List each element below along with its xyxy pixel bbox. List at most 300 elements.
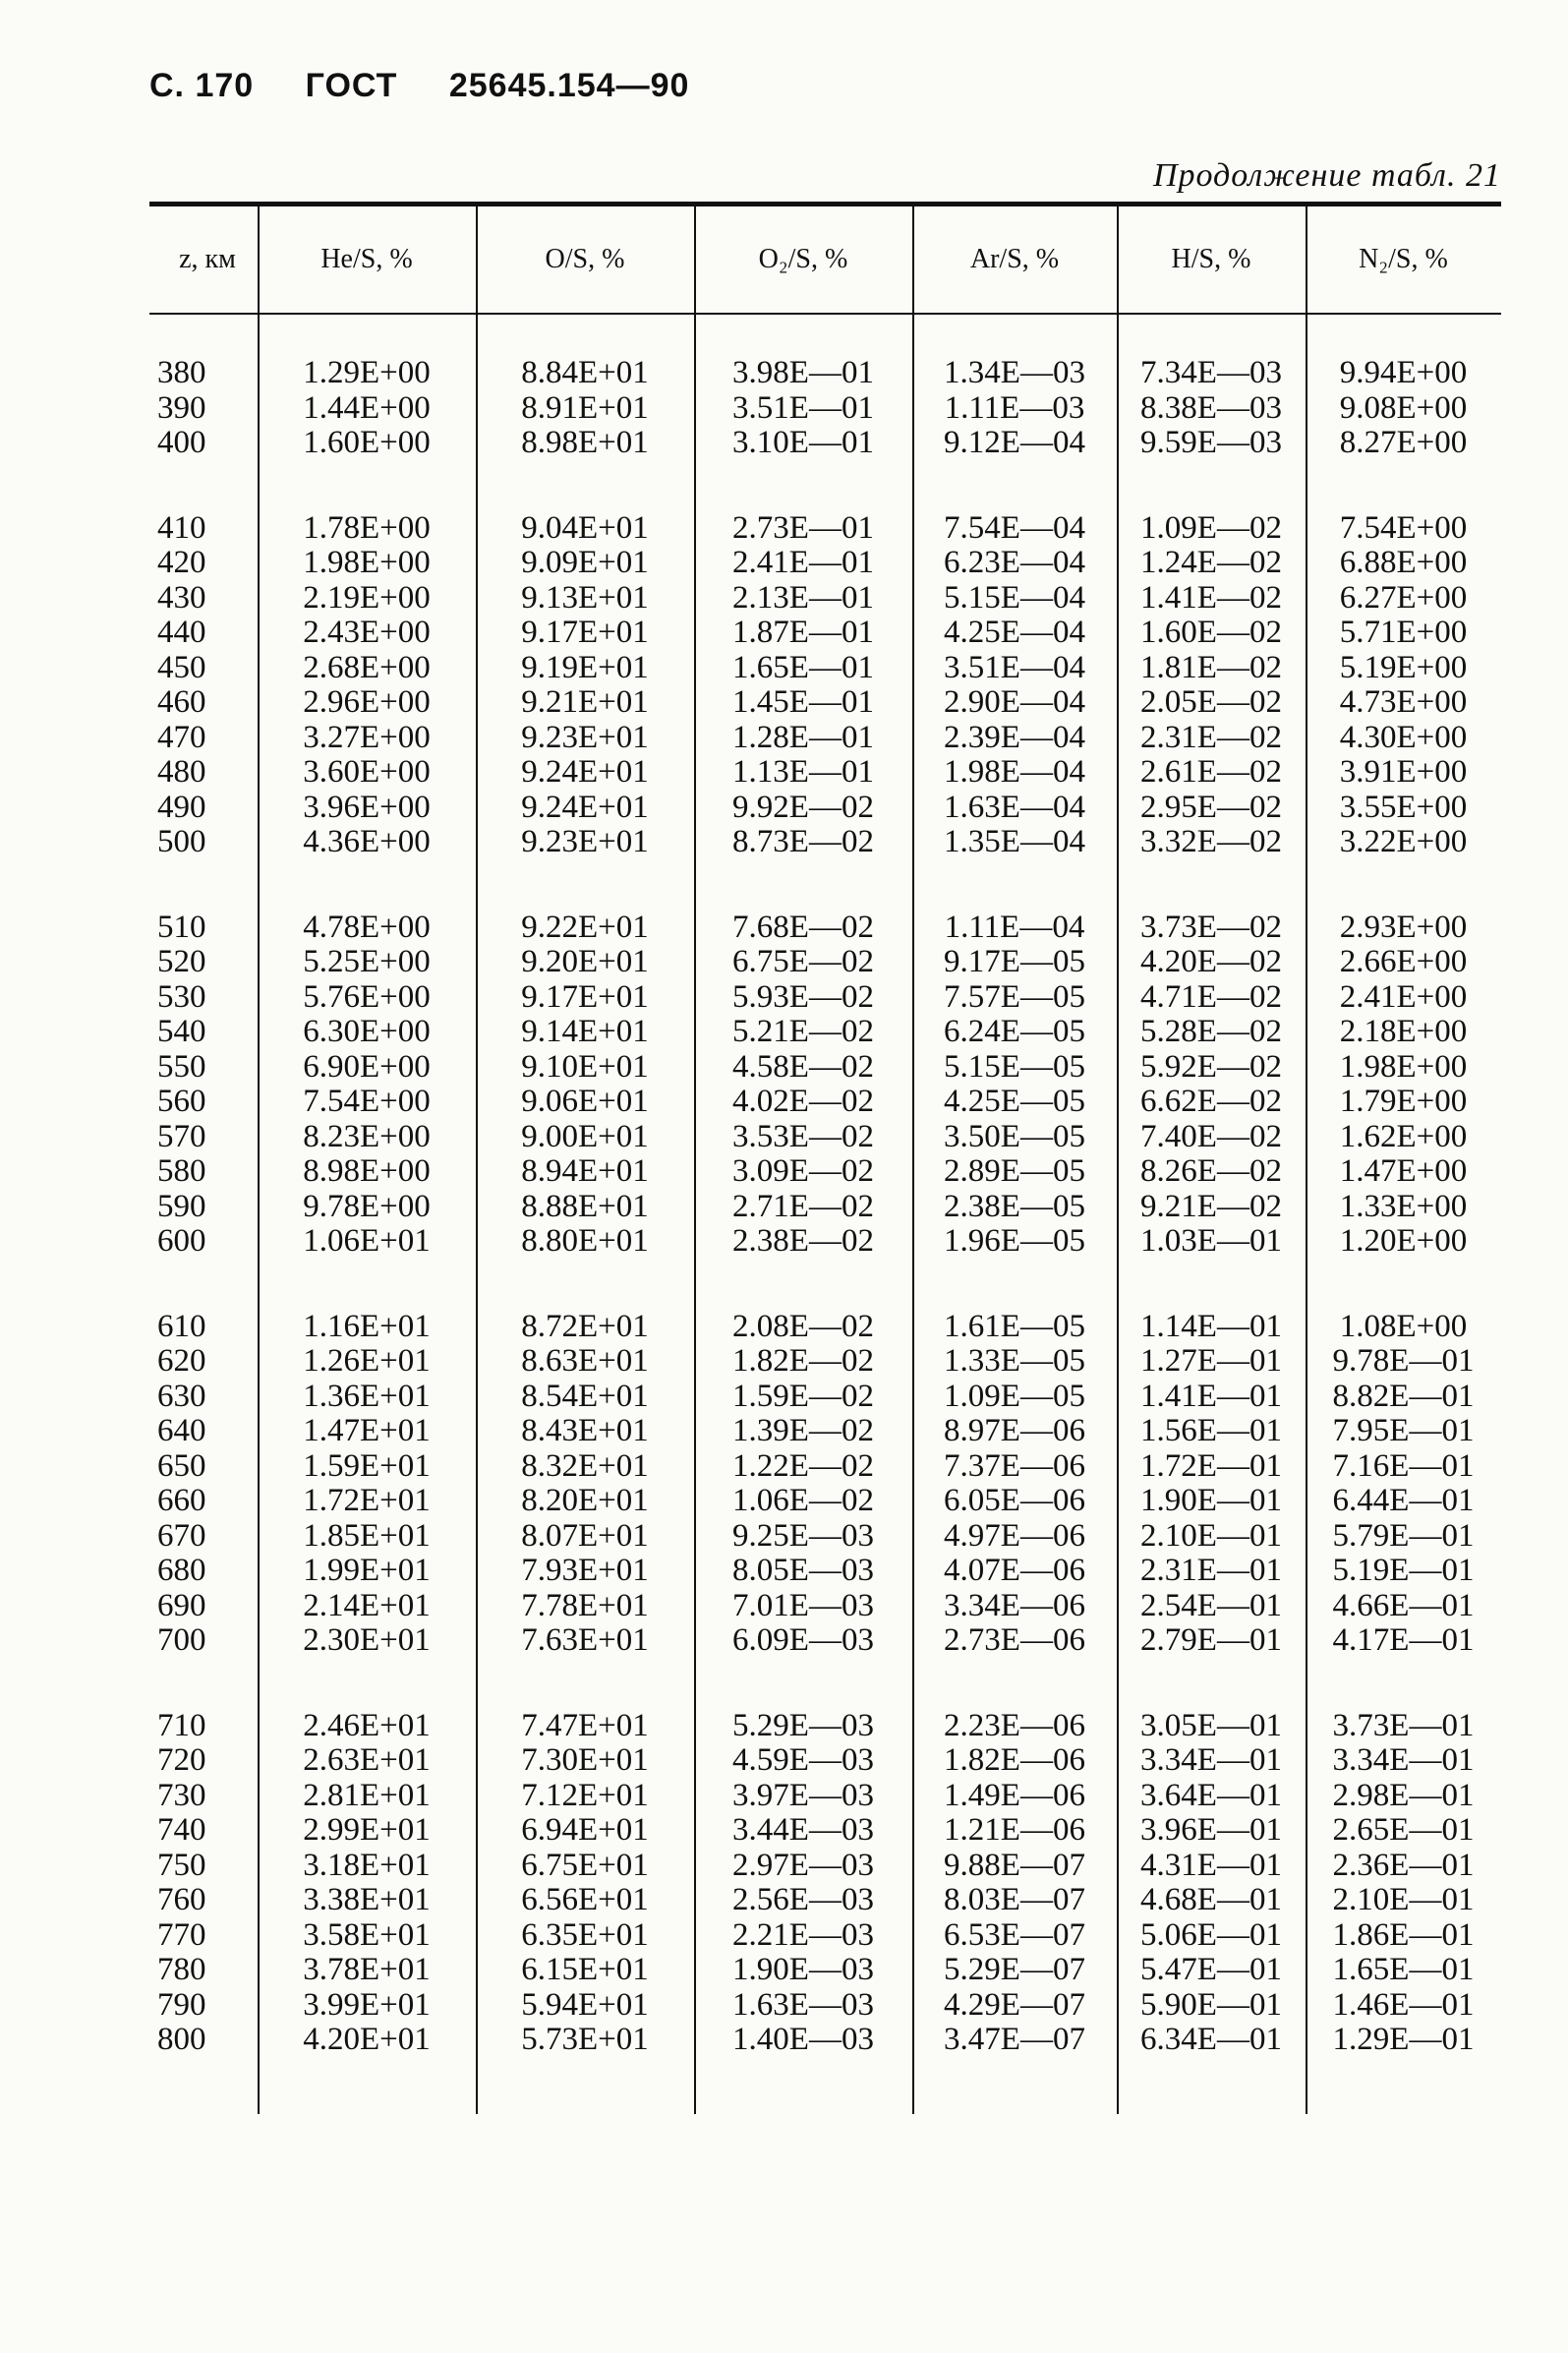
- cell-he: 2.96E+00: [303, 684, 431, 721]
- cell-o2: 4.02E—02: [732, 1084, 874, 1120]
- cell-ar: 3.51E—04: [944, 649, 1085, 685]
- cell-o2: 2.13E—01: [732, 579, 874, 616]
- cell-o: 9.10E+01: [521, 1048, 649, 1085]
- cell-o2: 1.65E—01: [732, 649, 874, 685]
- cell-ar: 1.98E—04: [944, 754, 1085, 791]
- cell-altitude: 690: [157, 1587, 206, 1623]
- cell-o2: 1.13E—01: [732, 754, 874, 791]
- cell-he: 3.38E+01: [303, 1882, 431, 1918]
- cell-o: 6.94E+01: [521, 1812, 649, 1849]
- cell-h: 2.61E—02: [1140, 754, 1282, 791]
- cell-o: 5.73E+01: [521, 2022, 649, 2058]
- cell-ar: 5.15E—04: [944, 579, 1085, 616]
- cell-h: 2.05E—02: [1140, 684, 1282, 721]
- cell-ar: 1.09E—05: [944, 1378, 1085, 1414]
- standard-label: ГОСТ: [305, 67, 398, 104]
- cell-o: 9.17E+01: [521, 978, 649, 1015]
- table-row: [149, 546, 1501, 581]
- cell-ar: 4.29E—07: [944, 1986, 1085, 2023]
- cell-o: 7.47E+01: [521, 1707, 649, 1743]
- cell-n2: 1.47E+00: [1339, 1153, 1468, 1190]
- cell-o: 9.19E+01: [521, 649, 649, 685]
- cell-h: 3.64E—01: [1140, 1777, 1282, 1813]
- cell-he: 1.06E+01: [303, 1223, 431, 1260]
- cell-altitude: 740: [157, 1812, 206, 1849]
- cell-ar: 1.35E—04: [944, 824, 1085, 860]
- cell-o2: 1.39E—02: [732, 1413, 874, 1449]
- cell-he: 2.43E+00: [303, 615, 431, 651]
- cell-altitude: 600: [157, 1223, 206, 1260]
- cell-o: 8.63E+01: [521, 1343, 649, 1380]
- cell-o: 5.94E+01: [521, 1986, 649, 2023]
- table-row: [149, 1554, 1501, 1589]
- cell-o: 8.91E+01: [521, 389, 649, 426]
- cell-o2: 1.63E—03: [732, 1986, 874, 2023]
- cell-o2: 3.09E—02: [732, 1153, 874, 1190]
- cell-o: 8.20E+01: [521, 1483, 649, 1519]
- cell-h: 2.79E—01: [1140, 1622, 1282, 1659]
- cell-ar: 1.21E—06: [944, 1812, 1085, 1849]
- cell-he: 2.30E+01: [303, 1622, 431, 1659]
- cell-he: 9.78E+00: [303, 1188, 431, 1224]
- cell-altitude: 450: [157, 649, 206, 685]
- cell-o: 6.35E+01: [521, 1916, 649, 1953]
- cell-n2: 2.93E+00: [1339, 909, 1468, 945]
- cell-he: 2.14E+01: [303, 1587, 431, 1623]
- cell-altitude: 530: [157, 978, 206, 1015]
- cell-o2: 2.41E—01: [732, 545, 874, 581]
- cell-o2: 3.97E—03: [732, 1777, 874, 1813]
- cell-n2: 4.73E+00: [1339, 684, 1468, 721]
- cell-altitude: 770: [157, 1916, 206, 1953]
- cell-n2: 1.79E+00: [1339, 1084, 1468, 1120]
- cell-o: 8.80E+01: [521, 1223, 649, 1260]
- cell-altitude: 670: [157, 1517, 206, 1554]
- table-row: [149, 1849, 1501, 1884]
- cell-n2: 6.88E+00: [1339, 545, 1468, 581]
- table-row: [149, 1589, 1501, 1624]
- cell-altitude: 780: [157, 1952, 206, 1988]
- cell-he: 2.63E+01: [303, 1742, 431, 1779]
- cell-o2: 1.40E—03: [732, 2022, 874, 2058]
- cell-o2: 1.28E—01: [732, 719, 874, 755]
- cell-altitude: 460: [157, 684, 206, 721]
- cell-he: 1.44E+00: [303, 389, 431, 426]
- cell-h: 5.90E—01: [1140, 1986, 1282, 2023]
- cell-o: 8.88E+01: [521, 1188, 649, 1224]
- cell-o2: 1.87E—01: [732, 615, 874, 651]
- cell-ar: 3.47E—07: [944, 2022, 1085, 2058]
- cell-ar: 6.05E—06: [944, 1483, 1085, 1519]
- cell-h: 8.26E—02: [1140, 1153, 1282, 1190]
- cell-h: 1.27E—01: [1140, 1343, 1282, 1380]
- cell-o2: 9.92E—02: [732, 789, 874, 825]
- table-row: [149, 1120, 1501, 1155]
- cell-h: 1.24E—02: [1140, 545, 1282, 581]
- cell-n2: 2.98E—01: [1332, 1777, 1475, 1813]
- cell-altitude: 710: [157, 1707, 206, 1743]
- standard-number: 25645.154—90: [448, 67, 690, 104]
- cell-n2: 6.27E+00: [1339, 579, 1468, 616]
- cell-n2: 9.78E—01: [1332, 1343, 1475, 1380]
- table-row: [149, 1050, 1501, 1086]
- cell-ar: 1.82E—06: [944, 1742, 1085, 1779]
- cell-altitude: 680: [157, 1553, 206, 1589]
- cell-altitude: 720: [157, 1742, 206, 1779]
- cell-o2: 2.56E—03: [732, 1882, 874, 1918]
- table-row: [149, 1988, 1501, 2024]
- cell-n2: 6.44E—01: [1332, 1483, 1475, 1519]
- table-row: [149, 1154, 1501, 1190]
- cell-n2: 4.66E—01: [1332, 1587, 1475, 1623]
- cell-altitude: 470: [157, 719, 206, 755]
- cell-he: 5.76E+00: [303, 978, 431, 1015]
- table-row: [149, 1224, 1501, 1260]
- table-row: [149, 1414, 1501, 1449]
- cell-h: 7.34E—03: [1140, 355, 1282, 391]
- cell-he: 2.46E+01: [303, 1707, 431, 1743]
- table-row: [149, 1380, 1501, 1415]
- table-row: [149, 1449, 1501, 1485]
- cell-n2: 2.66E+00: [1339, 944, 1468, 980]
- table-row: [149, 1953, 1501, 1988]
- table-row: [149, 426, 1501, 461]
- cell-he: 3.27E+00: [303, 719, 431, 755]
- table-row: [149, 1310, 1501, 1345]
- cell-n2: 4.17E—01: [1332, 1622, 1475, 1659]
- cell-o2: 6.09E—03: [732, 1622, 874, 1659]
- cell-he: 4.78E+00: [303, 909, 431, 945]
- table-row: [149, 1813, 1501, 1849]
- cell-o2: 3.10E—01: [732, 425, 874, 461]
- cell-altitude: 380: [157, 355, 206, 391]
- cell-altitude: 650: [157, 1447, 206, 1484]
- column-header-ar: Ar/S, %: [969, 244, 1060, 274]
- cell-h: 6.34E—01: [1140, 2022, 1282, 2058]
- cell-altitude: 570: [157, 1118, 206, 1154]
- cell-o: 9.20E+01: [521, 944, 649, 980]
- table-row: [149, 1015, 1501, 1050]
- cell-he: 3.78E+01: [303, 1952, 431, 1988]
- cell-he: 1.29E+00: [303, 355, 431, 391]
- column-divider: [476, 206, 478, 2114]
- cell-h: 5.47E—01: [1140, 1952, 1282, 1988]
- cell-altitude: 540: [157, 1014, 206, 1050]
- cell-n2: 1.62E+00: [1339, 1118, 1468, 1154]
- cell-o2: 2.97E—03: [732, 1847, 874, 1883]
- cell-o: 7.63E+01: [521, 1622, 649, 1659]
- cell-n2: 8.27E+00: [1339, 425, 1468, 461]
- cell-o2: 7.01E—03: [732, 1587, 874, 1623]
- cell-n2: 1.29E—01: [1332, 2022, 1475, 2058]
- cell-altitude: 730: [157, 1777, 206, 1813]
- table-row: [149, 356, 1501, 391]
- cell-n2: 2.65E—01: [1332, 1812, 1475, 1849]
- cell-altitude: 510: [157, 909, 206, 945]
- cell-n2: 5.19E—01: [1332, 1553, 1475, 1589]
- cell-h: 7.40E—02: [1140, 1118, 1282, 1154]
- cell-h: 3.73E—02: [1140, 909, 1282, 945]
- cell-h: 2.95E—02: [1140, 789, 1282, 825]
- cell-o2: 2.21E—03: [732, 1916, 874, 1953]
- cell-h: 3.34E—01: [1140, 1742, 1282, 1779]
- cell-he: 3.99E+01: [303, 1986, 431, 2023]
- table-row: [149, 1085, 1501, 1120]
- cell-altitude: 660: [157, 1483, 206, 1519]
- cell-o2: 1.59E—02: [732, 1378, 874, 1414]
- cell-h: 1.41E—01: [1140, 1378, 1282, 1414]
- column-divider: [912, 206, 914, 2114]
- cell-o2: 2.38E—02: [732, 1223, 874, 1260]
- cell-o2: 4.59E—03: [732, 1742, 874, 1779]
- cell-he: 2.19E+00: [303, 579, 431, 616]
- cell-he: 3.96E+00: [303, 789, 431, 825]
- cell-o: 8.54E+01: [521, 1378, 649, 1414]
- column-divider: [1117, 206, 1119, 2114]
- cell-he: 3.58E+01: [303, 1916, 431, 1953]
- cell-ar: 8.03E—07: [944, 1882, 1085, 1918]
- cell-h: 5.06E—01: [1140, 1916, 1282, 1953]
- cell-ar: 2.23E—06: [944, 1707, 1085, 1743]
- cell-o2: 8.05E—03: [732, 1553, 874, 1589]
- table-row: [149, 616, 1501, 651]
- cell-altitude: 550: [157, 1048, 206, 1085]
- cell-altitude: 630: [157, 1378, 206, 1414]
- cell-o: 7.93E+01: [521, 1553, 649, 1589]
- cell-altitude: 420: [157, 545, 206, 581]
- cell-n2: 5.79E—01: [1332, 1517, 1475, 1554]
- cell-o: 9.22E+01: [521, 909, 649, 945]
- cell-altitude: 760: [157, 1882, 206, 1918]
- cell-he: 6.30E+00: [303, 1014, 431, 1050]
- cell-he: 1.59E+01: [303, 1447, 431, 1484]
- cell-ar: 7.37E—06: [944, 1447, 1085, 1484]
- table-row: [149, 651, 1501, 686]
- cell-ar: 6.24E—05: [944, 1014, 1085, 1050]
- cell-n2: 9.08E+00: [1339, 389, 1468, 426]
- cell-he: 2.99E+01: [303, 1812, 431, 1849]
- table-row: [149, 391, 1501, 427]
- table-row: [149, 791, 1501, 826]
- cell-h: 5.28E—02: [1140, 1014, 1282, 1050]
- cell-altitude: 620: [157, 1343, 206, 1380]
- cell-altitude: 440: [157, 615, 206, 651]
- cell-o2: 2.71E—02: [732, 1188, 874, 1224]
- cell-n2: 3.22E+00: [1339, 824, 1468, 860]
- column-header-altitude: z, км: [179, 244, 236, 274]
- table-row: [149, 825, 1501, 860]
- cell-ar: 7.54E—04: [944, 509, 1085, 546]
- table-row: [149, 1883, 1501, 1918]
- table-row: [149, 721, 1501, 756]
- cell-o: 7.78E+01: [521, 1587, 649, 1623]
- cell-n2: 5.19E+00: [1339, 649, 1468, 685]
- cell-he: 1.98E+00: [303, 545, 431, 581]
- table-row: [149, 980, 1501, 1016]
- cell-he: 3.18E+01: [303, 1847, 431, 1883]
- cell-h: 9.59E—03: [1140, 425, 1282, 461]
- cell-n2: 1.46E—01: [1332, 1986, 1475, 2023]
- cell-n2: 1.86E—01: [1332, 1916, 1475, 1953]
- table-row: [149, 1519, 1501, 1555]
- cell-h: 2.31E—01: [1140, 1553, 1282, 1589]
- cell-ar: 2.90E—04: [944, 684, 1085, 721]
- column-divider: [694, 206, 696, 2114]
- cell-h: 1.41E—02: [1140, 579, 1282, 616]
- cell-n2: 1.65E—01: [1332, 1952, 1475, 1988]
- cell-n2: 3.34E—01: [1332, 1742, 1475, 1779]
- cell-h: 4.71E—02: [1140, 978, 1282, 1015]
- cell-o2: 9.25E—03: [732, 1517, 874, 1554]
- cell-ar: 4.97E—06: [944, 1517, 1085, 1554]
- row-group: [149, 1709, 1501, 2058]
- cell-h: 3.32E—02: [1140, 824, 1282, 860]
- cell-n2: 3.91E+00: [1339, 754, 1468, 791]
- table-row: [149, 1190, 1501, 1225]
- cell-o: 9.06E+01: [521, 1084, 649, 1120]
- cell-o2: 5.29E—03: [732, 1707, 874, 1743]
- cell-o2: 3.53E—02: [732, 1118, 874, 1154]
- cell-he: 1.78E+00: [303, 509, 431, 546]
- column-header-o: O/S, %: [545, 244, 625, 274]
- cell-ar: 2.38E—05: [944, 1188, 1085, 1224]
- cell-n2: 7.54E+00: [1339, 509, 1468, 546]
- cell-altitude: 590: [157, 1188, 206, 1224]
- row-group: [149, 911, 1501, 1260]
- table-row: [149, 1623, 1501, 1659]
- table-row: [149, 581, 1501, 617]
- cell-n2: 8.82E—01: [1332, 1378, 1475, 1414]
- cell-altitude: 580: [157, 1153, 206, 1190]
- cell-ar: 9.17E—05: [944, 944, 1085, 980]
- cell-o: 9.04E+01: [521, 509, 649, 546]
- cell-h: 1.90E—01: [1140, 1483, 1282, 1519]
- cell-n2: 2.10E—01: [1332, 1882, 1475, 1918]
- row-group: [149, 356, 1501, 461]
- cell-o: 9.13E+01: [521, 579, 649, 616]
- table-row: [149, 1918, 1501, 1954]
- cell-o2: 1.22E—02: [732, 1447, 874, 1484]
- cell-o2: 1.45E—01: [732, 684, 874, 721]
- cell-ar: 1.11E—03: [944, 389, 1085, 426]
- cell-o2: 4.58E—02: [732, 1048, 874, 1085]
- cell-o: 9.21E+01: [521, 684, 649, 721]
- cell-he: 6.90E+00: [303, 1048, 431, 1085]
- cell-he: 2.68E+00: [303, 649, 431, 685]
- cell-ar: 2.89E—05: [944, 1153, 1085, 1190]
- cell-o: 8.43E+01: [521, 1413, 649, 1449]
- cell-h: 1.09E—02: [1140, 509, 1282, 546]
- cell-ar: 4.25E—05: [944, 1084, 1085, 1120]
- cell-altitude: 520: [157, 944, 206, 980]
- cell-ar: 1.49E—06: [944, 1777, 1085, 1813]
- cell-h: 4.31E—01: [1140, 1847, 1282, 1883]
- cell-n2: 2.41E+00: [1339, 978, 1468, 1015]
- cell-o: 6.75E+01: [521, 1847, 649, 1883]
- cell-altitude: 610: [157, 1308, 206, 1344]
- column-divider: [1306, 206, 1307, 2114]
- cell-he: 7.54E+00: [303, 1084, 431, 1120]
- cell-h: 5.92E—02: [1140, 1048, 1282, 1085]
- cell-n2: 3.73E—01: [1332, 1707, 1475, 1743]
- cell-o: 6.15E+01: [521, 1952, 649, 1988]
- cell-he: 5.25E+00: [303, 944, 431, 980]
- cell-h: 1.60E—02: [1140, 615, 1282, 651]
- column-header-o2: O₂/S, %: [758, 244, 848, 274]
- cell-altitude: 640: [157, 1413, 206, 1449]
- cell-ar: 1.61E—05: [944, 1308, 1085, 1344]
- cell-n2: 5.71E+00: [1339, 615, 1468, 651]
- cell-ar: 9.88E—07: [944, 1847, 1085, 1883]
- cell-n2: 7.95E—01: [1332, 1413, 1475, 1449]
- cell-h: 1.72E—01: [1140, 1447, 1282, 1484]
- data-table: [149, 202, 1501, 2155]
- column-header-n2: N₂/S, %: [1359, 244, 1448, 274]
- cell-altitude: 410: [157, 509, 206, 546]
- cell-altitude: 400: [157, 425, 206, 461]
- cell-h: 3.96E—01: [1140, 1812, 1282, 1849]
- table-row: [149, 1709, 1501, 1744]
- cell-o2: 5.93E—02: [732, 978, 874, 1015]
- cell-n2: 9.94E+00: [1339, 355, 1468, 391]
- cell-altitude: 800: [157, 2022, 206, 2058]
- cell-he: 1.85E+01: [303, 1517, 431, 1554]
- cell-o: 9.23E+01: [521, 719, 649, 755]
- cell-he: 4.20E+01: [303, 2022, 431, 2058]
- cell-n2: 1.20E+00: [1339, 1223, 1468, 1260]
- cell-he: 1.99E+01: [303, 1553, 431, 1589]
- cell-o: 9.24E+01: [521, 754, 649, 791]
- cell-o: 7.12E+01: [521, 1777, 649, 1813]
- table-row: [149, 911, 1501, 946]
- cell-h: 2.54E—01: [1140, 1587, 1282, 1623]
- table-row: [149, 511, 1501, 547]
- cell-n2: 2.36E—01: [1332, 1847, 1475, 1883]
- cell-ar: 9.12E—04: [944, 425, 1085, 461]
- table-row: [149, 945, 1501, 980]
- cell-altitude: 390: [157, 389, 206, 426]
- cell-altitude: 560: [157, 1084, 206, 1120]
- row-group: [149, 1310, 1501, 1659]
- cell-n2: 1.98E+00: [1339, 1048, 1468, 1085]
- cell-altitude: 750: [157, 1847, 206, 1883]
- cell-he: 2.81E+01: [303, 1777, 431, 1813]
- cell-o2: 7.68E—02: [732, 909, 874, 945]
- table-body: [149, 315, 1501, 2155]
- cell-h: 1.81E—02: [1140, 649, 1282, 685]
- cell-h: 9.21E—02: [1140, 1188, 1282, 1224]
- table-row: [149, 685, 1501, 721]
- cell-h: 2.31E—02: [1140, 719, 1282, 755]
- cell-n2: 2.18E+00: [1339, 1014, 1468, 1050]
- page-number: С. 170: [149, 67, 255, 104]
- cell-o: 7.30E+01: [521, 1742, 649, 1779]
- cell-ar: 5.15E—05: [944, 1048, 1085, 1085]
- cell-o2: 5.21E—02: [732, 1014, 874, 1050]
- cell-ar: 1.96E—05: [944, 1223, 1085, 1260]
- cell-ar: 6.23E—04: [944, 545, 1085, 581]
- cell-he: 1.36E+01: [303, 1378, 431, 1414]
- cell-n2: 4.30E+00: [1339, 719, 1468, 755]
- cell-h: 1.56E—01: [1140, 1413, 1282, 1449]
- cell-o2: 8.73E—02: [732, 824, 874, 860]
- cell-o2: 2.73E—01: [732, 509, 874, 546]
- cell-h: 8.38E—03: [1140, 389, 1282, 426]
- cell-n2: 1.33E+00: [1339, 1188, 1468, 1224]
- cell-h: 4.20E—02: [1140, 944, 1282, 980]
- cell-altitude: 430: [157, 579, 206, 616]
- cell-altitude: 480: [157, 754, 206, 791]
